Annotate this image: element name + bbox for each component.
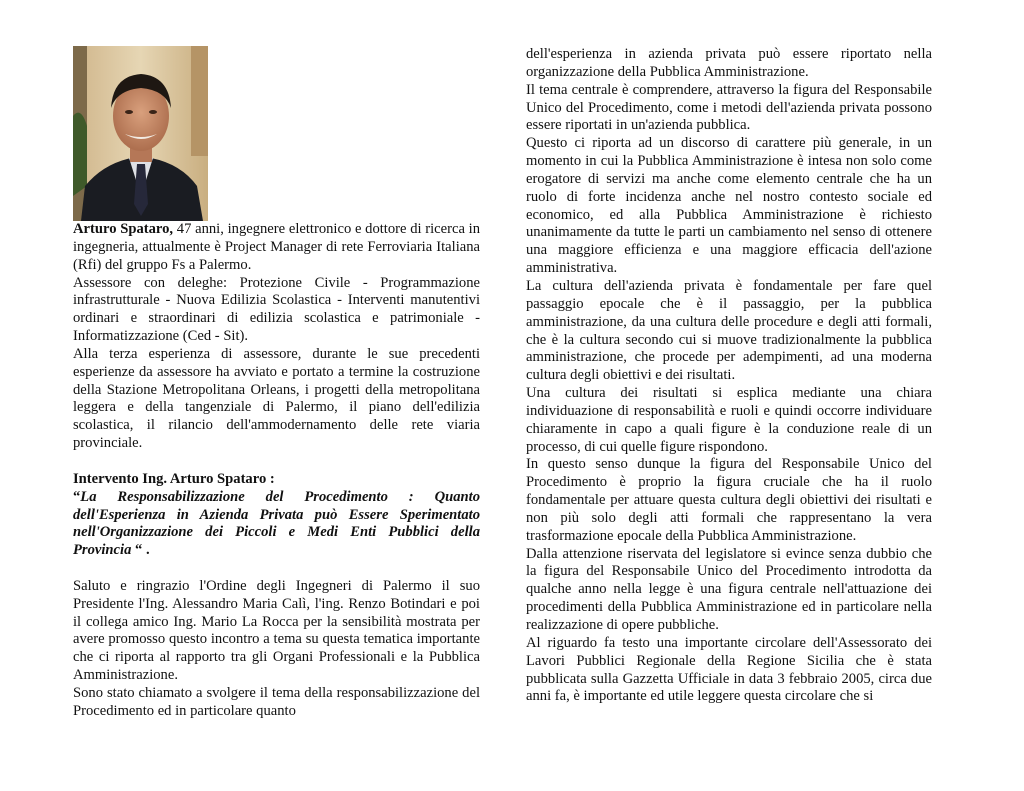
- paragraph-5: Una cultura dei risultati si esplica mediante una chiara individuazione di responsabilità e ruoli e quindi occorre individuare chiaramente in capo a quali figure è la conduzione reale di un processo, di cui quelle figure rispondono.: [526, 385, 932, 455]
- paragraph-3: Questo ci riporta ad un discorso di carattere più generale, in un momento in cui la Pubblica Amministrazione è intesa non solo come erogatore di servizi ma anche come elemento centrale che ha un ruolo di forte incidenza anche nel nostro contesto sociale ed economico, ed alla Pubblica Amministrazione è richiesto unanimamente da tutte le parti un cambiamento nel senso di ottenere una maggiore efficienza e una maggiore efficacia dell'azione amministrativa.: [526, 135, 932, 277]
- bio-text: 47 anni, ingegnere elettronico e dottore di ricerca in ingegneria, attualmente è Project Manager di rete Ferroviaria Italiana (Rfi) del gruppo Fs a Palermo.: [73, 221, 481, 273]
- spacer: [73, 453, 480, 471]
- saluto-paragraph: Saluto e ringrazio l'Ordine degli Ingegneri di Palermo il suo Presidente l'Ing. Alessandro Maria Calì, l'ing. Renzo Botindari e poi il collega amico Ing. Mario La Rocca per la sensibilità mostrata per avere promosso questo incontro a tema su questa tematica importante che ci riporta al rapporto tra gli Organi Professionali e la Pubblica Amministrazione.: [73, 577, 480, 684]
- spacer: [73, 560, 480, 578]
- paragraph-4: La cultura dell'azienda privata è fondamentale per fare quel passaggio epocale che è il passaggio, per la pubblica amministrazione, da una cultura delle procedure e degli atti formali, che è la cultura secondo cui si muove tradizionalmente la pubblica amministrazione, che procede per adempimenti, ad una moderna cultura degli obiettivi e dei risultati.: [526, 277, 932, 384]
- portrait-photo: [73, 46, 208, 221]
- left-column: [73, 46, 480, 721]
- quote-open: “: [73, 488, 81, 505]
- quote-close: “ .: [131, 542, 150, 559]
- intervento-title-text: La Responsabilizzazione del Procedimento : Quanto dell'Esperienza in Azienda Privata può Essere Sperimentato nell'Organizzazione dei Piccoli e Medi Enti Pubblici della Provincia: [73, 488, 480, 559]
- right-column: [526, 46, 932, 706]
- intervento-heading-text: Intervento Ing. Arturo Spataro :: [73, 470, 275, 487]
- deleghe-paragraph: Assessore con deleghe: Protezione Civile - Programmazione infrastrutturale - Nuova Edilizia Scolastica - Interventi manutentivi ordinari e straordinari di edilizia scolastica e patrimoniale -Informatizzazione (Ced - Sit).: [73, 274, 480, 345]
- paragraph-1: dell'esperienza in azienda privata può essere riportato nella organizzazione della Pubblica Amministrazione.: [526, 46, 932, 80]
- bio-name: Arturo Spataro,: [73, 221, 174, 237]
- intervento-title: [73, 489, 480, 560]
- paragraph-8: Al riguardo fa testo una importante circolare dell'Assessorato dei Lavori Pubblici Regionale della Regione Sicilia che è stata pubblicata sulla Gazzetta Ufficiale in data 3 febbraio 2005, circa due anni fa, è importante ed utile leggere questa circolare che si: [526, 634, 932, 705]
- intervento-heading: [73, 471, 480, 489]
- paragraph-6: In questo senso dunque la figura del Responsabile Unico del Procedimento è proprio la figura cruciale che ha il ruolo fondamentale per attuare questa cultura degli obiettivi dei risultati e non più solo degli atti formali che rappresentano la vera trasformazione epocale della Pubblica Amministrazione.: [526, 456, 932, 544]
- paragraph-2: Il tema centrale è comprendere, attraverso la figura del Responsabile Unico del Procedimento, come i metodi dell'azienda privata possono essere riportati in un'azienda pubblica.: [526, 81, 932, 134]
- esperienza-paragraph: Alla terza esperienza di assessore, durante le sue precedenti esperienze da assessore ha avviato e portato a termine la costruzione della Stazione Metropolitana Orleans, i progetti della metropolitana leggera e della tangenziale di Palermo, il piano dell'edilizia scolastica, il rilancio dell'ammodernamento delle rete viaria provinciale.: [73, 345, 480, 452]
- bio-paragraph: [73, 221, 480, 275]
- portrait-image: [73, 46, 208, 221]
- paragraph-7: Dalla attenzione riservata del legislatore si evince senza dubbio che la figura del Responsabile Unico del Procedimento introdotta da qualche anno nella legge è una figura centrale nell'attuazione dei procedimenti della Pubblica Amministrazione ed in particolare nella realizzazione di opere pubbliche.: [526, 545, 932, 633]
- chiamato-paragraph: Sono stato chiamato a svolgere il tema della responsabilizzazione del Procedimento ed in particolare quanto: [73, 684, 480, 719]
